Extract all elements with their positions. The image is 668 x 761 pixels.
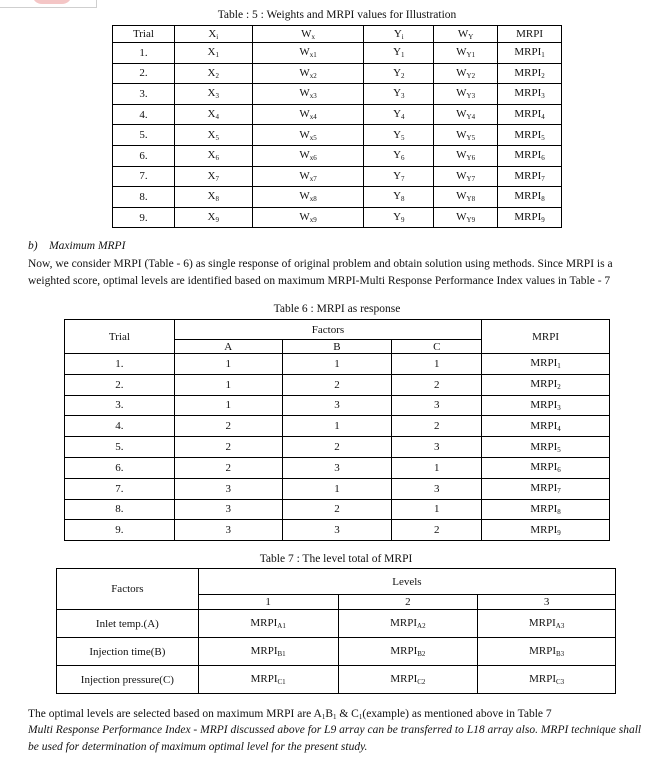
table7-level-cell: $MRPI_{B1}$ (198, 638, 338, 666)
table5-cell: 6. (113, 145, 175, 166)
table6-b-cell: 3 (282, 457, 392, 478)
table5-cell: $Y_2$ (364, 63, 434, 84)
table6-c-cell: 1 (392, 499, 482, 520)
table5-cell: $MRPI_8$ (498, 187, 562, 208)
table5-row (113, 166, 562, 187)
table6-c-cell: 3 (392, 437, 482, 458)
table5-cell: $W_{Y9}$ (434, 207, 498, 228)
table5-cell: 1. (113, 43, 175, 64)
optimal-levels-statement: The optimal levels are selected based on maximum MRPI are $A_1B_1$ & $C_1(example)$ as mentioned above in Table 7 (28, 708, 552, 721)
table6-mrpi-cell: $MRPI_6$ (482, 457, 610, 478)
section-heading: b) Maximum MRPI (28, 240, 126, 252)
table6-row (65, 354, 610, 375)
table7-level-cell: $MRPI_{C3}$ (478, 666, 616, 694)
table6-trial-header: Trial (65, 320, 175, 354)
table6-row (65, 437, 610, 458)
table7-level-3-header: 3 (478, 595, 616, 610)
table7-factors-header: Factors (57, 569, 199, 610)
table5-cell: $X_4$ (174, 104, 252, 125)
mrpi-note: Multi Response Performance Index - MRPI discussed above for L9 array can be transferred to L18 array also. MRPI technique shall be used for determination of maximum optimal level for the present study. (28, 724, 642, 753)
table5-cell: $X_1$ (174, 43, 252, 64)
table5-cell: $Y_1$ (364, 43, 434, 64)
table6-row (65, 520, 610, 541)
table6-mrpi-cell: $MRPI_3$ (482, 395, 610, 416)
table7-level-cell: $MRPI_{A3}$ (478, 610, 616, 638)
table7-factor-cell: Inlet temp.(A) (57, 610, 199, 638)
table5-cell: $W_{x9}$ (252, 207, 364, 228)
table5-cell: $W_{x2}$ (252, 63, 364, 84)
table6-c-cell: 3 (392, 478, 482, 499)
table5-cell: $W_{x5}$ (252, 125, 364, 146)
table6-a-cell: 3 (174, 520, 282, 541)
table6-trial-cell: 3. (65, 395, 175, 416)
table6-row (65, 416, 610, 437)
table5-cell: $MRPI_4$ (498, 104, 562, 125)
table5-cell: $W_{x7}$ (252, 166, 364, 187)
table6-trial-cell: 9. (65, 520, 175, 541)
table6-trial-cell: 1. (65, 354, 175, 375)
table5-cell: $W_{Y1}$ (434, 43, 498, 64)
table5-cell: $MRPI_6$ (498, 145, 562, 166)
table5-row (113, 104, 562, 125)
table5-cell: $W_{x1}$ (252, 43, 364, 64)
table5-cell: 4. (113, 104, 175, 125)
table6-row (65, 374, 610, 395)
table6-b-cell: 1 (282, 478, 392, 499)
table6-b-cell: 1 (282, 416, 392, 437)
table5-cell: $W_{Y7}$ (434, 166, 498, 187)
table5-cell: $MRPI_2$ (498, 63, 562, 84)
table5-row (113, 125, 562, 146)
table7-level-cell: $MRPI_{B3}$ (478, 638, 616, 666)
table6-trial-cell: 7. (65, 478, 175, 499)
table6-trial-cell: 8. (65, 499, 175, 520)
table6-mrpi-cell: $MRPI_1$ (482, 354, 610, 375)
table7-level-1-header: 1 (198, 595, 338, 610)
table7-level-2-header: 2 (338, 595, 478, 610)
table6-trial-cell: 5. (65, 437, 175, 458)
table5-row (113, 207, 562, 228)
table5-cell: $W_{Y8}$ (434, 187, 498, 208)
table5-cell: $X_8$ (174, 187, 252, 208)
table6-c-cell: 2 (392, 416, 482, 437)
table6-b-cell: 1 (282, 354, 392, 375)
table7-row (57, 666, 616, 694)
table7-row (57, 610, 616, 638)
table7-caption: Table 7 : The level total of MRPI (259, 553, 413, 565)
table6-row (65, 395, 610, 416)
table5-cell: $X_3$ (174, 84, 252, 105)
table7-level-cell: $MRPI_{C2}$ (338, 666, 478, 694)
table5-cell: $Y_5$ (364, 125, 434, 146)
table7-factor-cell: Injection pressure(C) (57, 666, 199, 694)
table7-level-cell: $MRPI_{A2}$ (338, 610, 478, 638)
table6 (64, 319, 610, 541)
table5-cell: $X_5$ (174, 125, 252, 146)
table6-a-cell: 1 (174, 395, 282, 416)
table5-cell: $MRPI_3$ (498, 84, 562, 105)
table6-c-cell: 2 (392, 374, 482, 395)
table7-row (57, 638, 616, 666)
page-header-decoration (0, 0, 97, 8)
table6-caption: Table 6 : MRPI as response (273, 303, 401, 315)
table5-row (113, 145, 562, 166)
table6-mrpi-cell: $MRPI_7$ (482, 478, 610, 499)
table6-mrpi-cell: $MRPI_9$ (482, 520, 610, 541)
table5-header-cell: $Y_i$ (364, 26, 434, 43)
table5-cell: $Y_8$ (364, 187, 434, 208)
table6-row (65, 499, 610, 520)
table6-row (65, 478, 610, 499)
table6-a-cell: 1 (174, 374, 282, 395)
table5-header-cell: Trial (113, 26, 175, 43)
table5-cell: $X_2$ (174, 63, 252, 84)
table5-cell: $Y_9$ (364, 207, 434, 228)
table5-cell: $W_{Y6}$ (434, 145, 498, 166)
table5-cell: $MRPI_5$ (498, 125, 562, 146)
table5-cell: $W_{Y3}$ (434, 84, 498, 105)
table6-c-cell: 2 (392, 520, 482, 541)
table5-cell: $MRPI_1$ (498, 43, 562, 64)
table5-header-cell: MRPI (498, 26, 562, 43)
table6-factor-a-header: A (174, 340, 282, 354)
table5-cell: $W_{Y4}$ (434, 104, 498, 125)
table5-header-cell: $W_x$ (252, 26, 364, 43)
table5-cell: $X_6$ (174, 145, 252, 166)
table6-c-cell: 3 (392, 395, 482, 416)
table5-cell: 2. (113, 63, 175, 84)
table6-mrpi-cell: $MRPI_4$ (482, 416, 610, 437)
table5-cell: $X_9$ (174, 207, 252, 228)
table5-header-cell: $X_i$ (174, 26, 252, 43)
table7-level-cell: $MRPI_{A1}$ (198, 610, 338, 638)
table6-a-cell: 2 (174, 437, 282, 458)
table5-row (113, 84, 562, 105)
table6-mrpi-header: MRPI (482, 320, 610, 354)
table5-cell: $W_{Y5}$ (434, 125, 498, 146)
table6-trial-cell: 2. (65, 374, 175, 395)
table5-cell: 3. (113, 84, 175, 105)
table6-mrpi-cell: $MRPI_2$ (482, 374, 610, 395)
table5-cell: 5. (113, 125, 175, 146)
table6-b-cell: 2 (282, 437, 392, 458)
table6-trial-cell: 6. (65, 457, 175, 478)
table5-caption: Table : 5 : Weights and MRPI values for Illustration (217, 9, 457, 21)
table5-cell: 9. (113, 207, 175, 228)
table5-cell: $MRPI_7$ (498, 166, 562, 187)
table5-row (113, 63, 562, 84)
table6-a-cell: 2 (174, 457, 282, 478)
table6-factor-c-header: C (392, 340, 482, 354)
table6-factors-header: Factors (174, 320, 481, 340)
table6-mrpi-cell: $MRPI_5$ (482, 437, 610, 458)
table5-header-cell: $W_Y$ (434, 26, 498, 43)
table6-a-cell: 3 (174, 478, 282, 499)
table6-b-cell: 3 (282, 520, 392, 541)
table6-b-cell: 3 (282, 395, 392, 416)
table6-c-cell: 1 (392, 354, 482, 375)
table5-cell: 7. (113, 166, 175, 187)
table6-a-cell: 2 (174, 416, 282, 437)
table6-a-cell: 3 (174, 499, 282, 520)
table6-b-cell: 2 (282, 374, 392, 395)
table6-factor-b-header: B (282, 340, 392, 354)
table7-level-cell: $MRPI_{B2}$ (338, 638, 478, 666)
table5-row (113, 187, 562, 208)
table5-cell: $MRPI_9$ (498, 207, 562, 228)
table5-cell: $W_{x4}$ (252, 104, 364, 125)
table5 (112, 25, 562, 228)
table5-row (113, 43, 562, 64)
table6-trial-cell: 4. (65, 416, 175, 437)
section-paragraph: Now, we consider MRPI (Table - 6) as single response of original problem and obtain solution using methods. Since MRPI is a weighted score, optimal levels are identified based on maximum MRPI-Multi Response Performance Index values in Table - 7 (28, 258, 613, 287)
table7-level-cell: $MRPI_{C1}$ (198, 666, 338, 694)
table5-cell: $W_{x8}$ (252, 187, 364, 208)
table5-cell: 8. (113, 187, 175, 208)
logo-fragment (32, 0, 72, 4)
table5-cell: $W_{Y2}$ (434, 63, 498, 84)
table7-factor-cell: Injection time(B) (57, 638, 199, 666)
table6-row (65, 457, 610, 478)
table5-cell: $W_{x6}$ (252, 145, 364, 166)
table5-cell: $W_{x3}$ (252, 84, 364, 105)
table5-cell: $Y_7$ (364, 166, 434, 187)
table5-cell: $X_7$ (174, 166, 252, 187)
table7-levels-header: Levels (198, 569, 615, 595)
table6-b-cell: 2 (282, 499, 392, 520)
table5-cell: $Y_4$ (364, 104, 434, 125)
table7 (56, 568, 616, 694)
table6-c-cell: 1 (392, 457, 482, 478)
table5-cell: $Y_3$ (364, 84, 434, 105)
table5-cell: $Y_6$ (364, 145, 434, 166)
table6-mrpi-cell: $MRPI_8$ (482, 499, 610, 520)
table6-a-cell: 1 (174, 354, 282, 375)
